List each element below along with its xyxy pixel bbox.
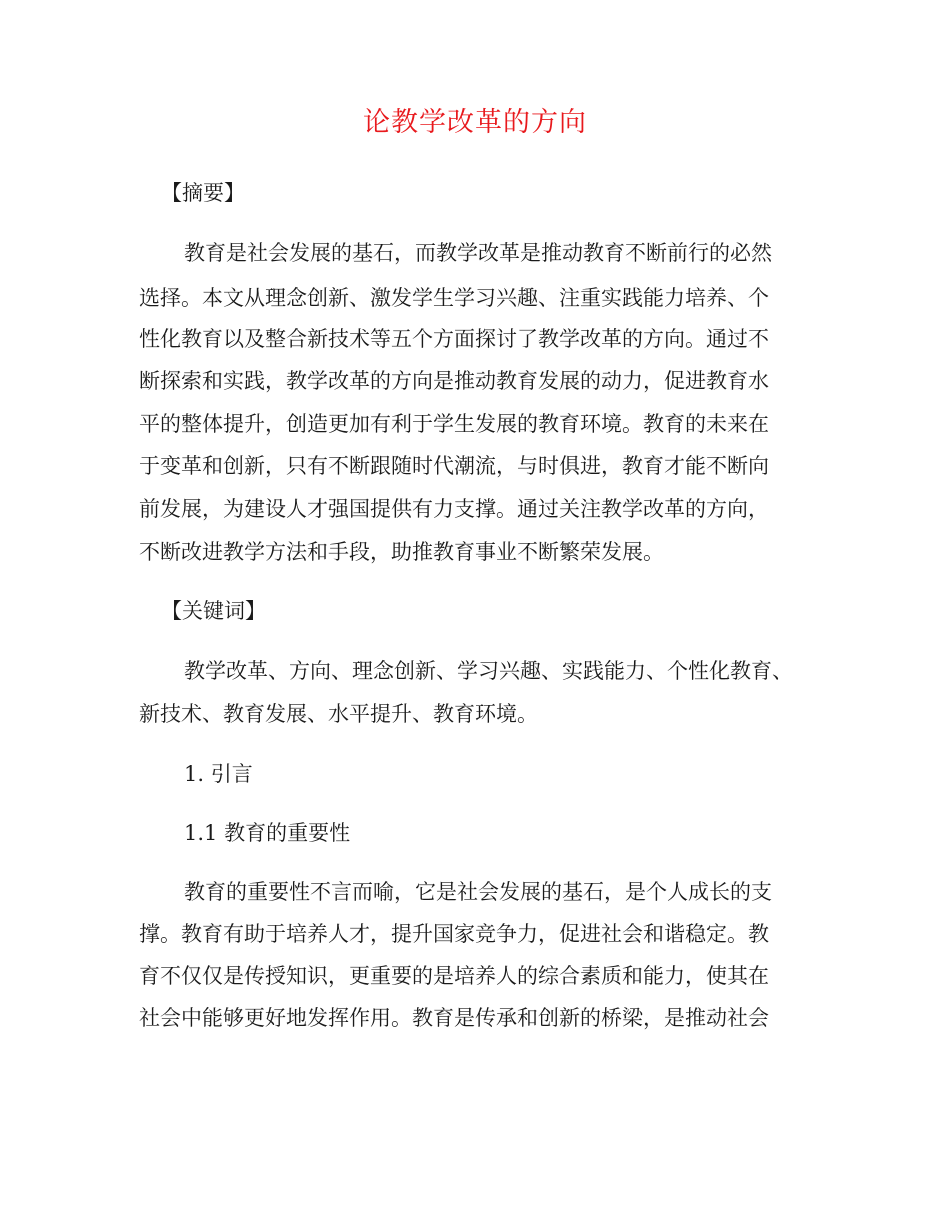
section-line: 撑。教育有助于培养人才，提升国家竞争力，促进社会和谐稳定。教 [139, 922, 769, 946]
abstract-line: 选择。本文从理念创新、激发学生学习兴趣、注重实践能力培养、个 [139, 286, 769, 310]
abstract-line: 性化教育以及整合新技术等五个方面探讨了教学改革的方向。通过不 [139, 327, 769, 351]
section-line: 育不仅仅是传授知识，更重要的是培养人的综合素质和能力，使其在 [139, 964, 769, 988]
abstract-line: 断探索和实践，教学改革的方向是推动教育发展的动力，促进教育水 [139, 369, 769, 393]
abstract-line: 平的整体提升，创造更加有利于学生发展的教育环境。教育的未来在 [139, 412, 769, 436]
abstract-line: 于变革和创新，只有不断跟随时代潮流，与时俱进，教育才能不断向 [139, 454, 769, 478]
abstract-line: 不断改进教学方法和手段，助推教育事业不断繁荣发展。 [139, 540, 664, 564]
abstract-heading: 【摘要】 [161, 181, 245, 205]
keywords-line: 教学改革、方向、理念创新、学习兴趣、实践能力、个性化教育、 [184, 659, 793, 683]
subsection-heading: 1.1 教育的重要性 [184, 821, 351, 845]
keywords-heading: 【关键词】 [161, 599, 266, 623]
section-line: 教育的重要性不言而喻，它是社会发展的基石，是个人成长的支 [184, 880, 772, 904]
section-line: 社会中能够更好地发挥作用。教育是传承和创新的桥梁，是推动社会 [139, 1006, 769, 1030]
keywords-line: 新技术、教育发展、水平提升、教育环境。 [139, 702, 538, 726]
abstract-line: 教育是社会发展的基石，而教学改革是推动教育不断前行的必然 [184, 241, 772, 265]
document-title: 论教学改革的方向 [363, 107, 587, 138]
section-heading: 1. 引言 [184, 762, 253, 786]
abstract-line: 前发展，为建设人才强国提供有力支撑。通过关注教学改革的方向， [139, 497, 769, 521]
